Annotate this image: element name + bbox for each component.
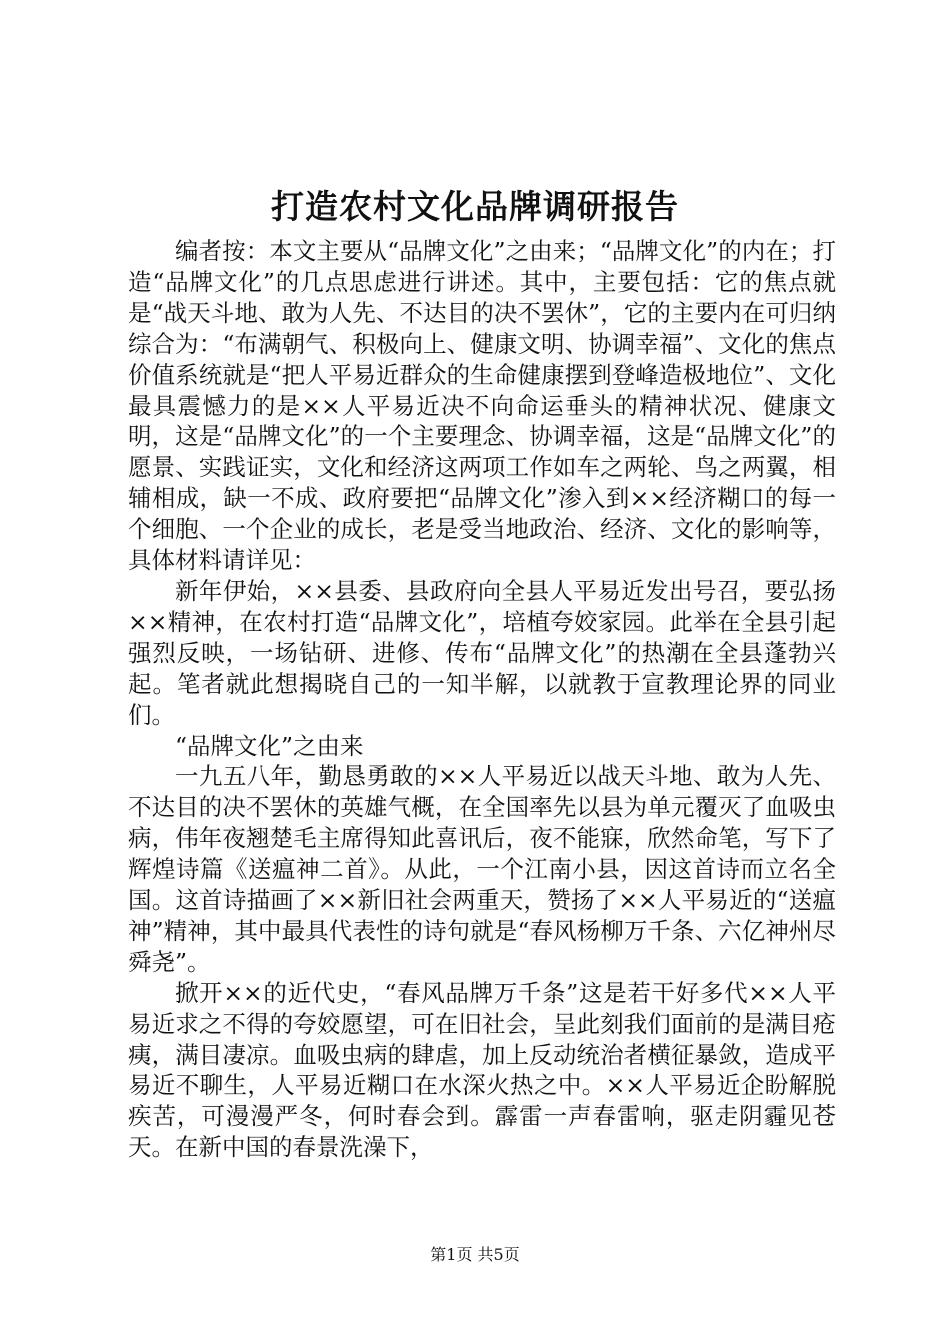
paragraph-history: 一九五八年，勤恳勇敢的××人平易近以战天斗地、敢为人先、不达目的决不罢休的英雄气概，在全国率先以县为单元覆灭了血吸虫病，伟年夜翘楚毛主席得知此喜讯后，夜不能寐，欣然命笔，写下了辉煌诗篇《送瘟神二首》。从此，一个江南小县，因这首诗而立名全国。这首诗描画了××新旧社会两重天，赞扬了××人平易近的“送瘟神”精神，其中最具代表性的诗句就是“春风杨柳万千条、六亿神州尽舜尧”。 [128,762,836,976]
page-footer: 第1页 共5页 [430,1245,520,1264]
paragraph-editor-note: 编者按：本文主要从“品牌文化”之由来；“品牌文化”的内在；打造“品牌文化”的几点思虑进行讲述。其中，主要包括：它的焦点就是“战天斗地、敢为人先、不达目的决不罢休”，它的主要内在可归纳综合为：“布满朝气、积极向上、健康文明、协调幸福”、文化的焦点价值系统就是“把人平易近群众的生命健康摆到登峰造极地位”、文化最具震憾力的是××人平易近决不向命运垂头的精神状况、健康文明，这是“品牌文化”的一个主要理念、协调幸福，这是“品牌文化”的愿景、实践证实，文化和经济这两项工作如车之两轮、鸟之两翼，相辅相成，缺一不成、政府要把“品牌文化”渗入到××经济糊口的每一个细胞、一个企业的成长，老是受当地政治、经济、文化的影响等，具体材料请详见： [128,237,836,575]
document-title: 打造农村文化品牌调研报告 [271,187,679,226]
paragraph-modern-history: 掀开××的近代史，“春风品牌万千条”这是若干好多代××人平易近求之不得的夸姣愿望，可在旧社会，呈此刻我们面前的是满目疮痍，满目凄凉。血吸虫病的肆虐，加上反动统治者横征暴敛，造成平易近不聊生，人平易近糊口在水深火热之中。××人平易近企盼解脱疾苦，可漫漫严冬，何时春会到。霹雷一声春雷响，驱走阴霾见苍天。在新中国的春景洗澡下， [128,978,836,1162]
paragraph-intro: 新年伊始，××县委、县政府向全县人平易近发出号召，要弘扬××精神，在农村打造“品牌文化”，培植夸姣家园。此举在全县引起强烈反映，一场钻研、进修、传布“品牌文化”的热潮在全县蓬勃兴起。笔者就此想揭晓自己的一知半解，以就教于宣教理论界的同业们。 [128,576,836,729]
document-body [128,236,836,1163]
section-heading: “品牌文化”之由来 [175,731,364,760]
